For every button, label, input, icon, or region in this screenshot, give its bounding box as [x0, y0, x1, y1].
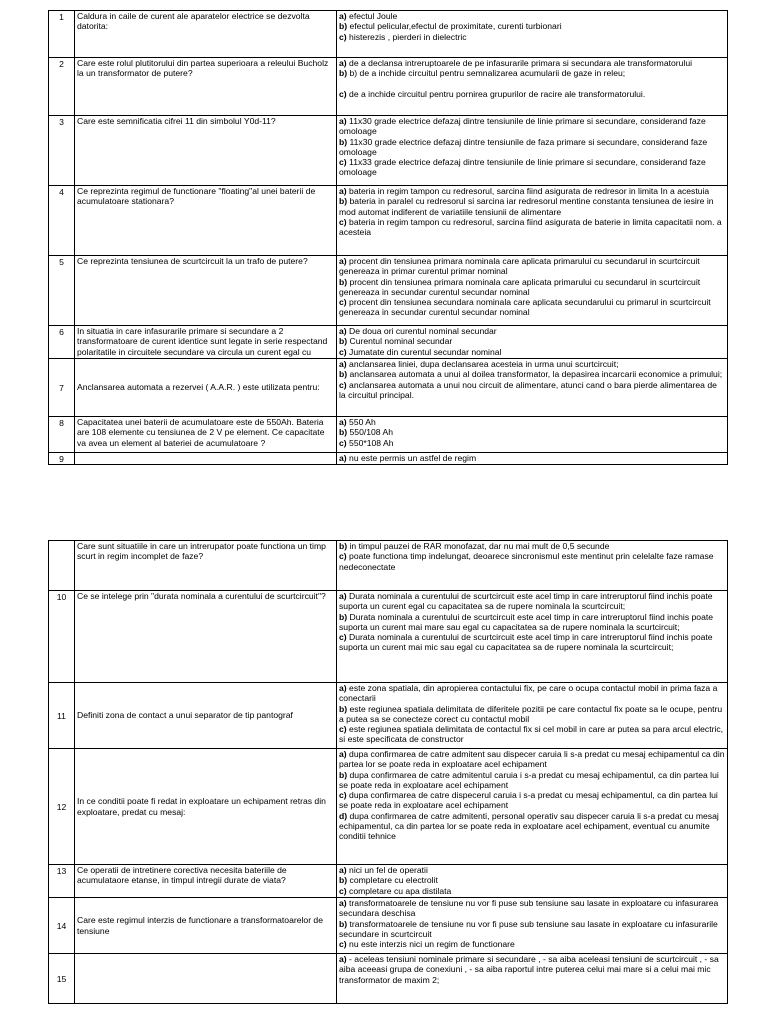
question-number: 13 — [49, 865, 75, 898]
answer-letter: b) — [339, 918, 348, 929]
answer-option — [339, 591, 725, 612]
answer-option — [339, 347, 725, 357]
question-number: 15 — [49, 954, 75, 1004]
answer-text: Durata nominala a curentului de scurtcircuit este acel timp in care intreruptorul fiind inchis poate suporta un curent mai mic sau egal cu capacitatea sa de rupere nominala la scurtcircuit; — [339, 632, 713, 653]
answer-option — [339, 770, 725, 791]
answer-option — [339, 865, 725, 875]
question-row — [49, 186, 728, 256]
answer-letter: c) — [339, 379, 347, 390]
answer-option — [339, 427, 725, 437]
question-number: 4 — [49, 186, 75, 256]
question-number: 9 — [49, 453, 75, 465]
question-number: 3 — [49, 116, 75, 186]
answer-text: de a declansa intreruptoarele de pe infasurarile primara si secundara ale transformatorului — [349, 58, 693, 68]
question-text: Ce reprezinta regimul de functionare "floating"al unei baterii de acumulatoare stationara? — [75, 186, 337, 256]
question-row — [49, 417, 728, 453]
question-number — [49, 541, 75, 591]
question-text: In situatia in care infasurarile primare si secundare a 2 transformatoare de curent identice sunt legate in serie respectand polaritatile in circuitele secundare va circula un curent egal cu — [75, 326, 337, 359]
answer-letter: b) — [339, 369, 348, 380]
answer-letter: a) — [339, 683, 347, 693]
answer-text: 550/108 Ah — [349, 427, 394, 438]
question-text — [75, 954, 337, 1004]
answer-option — [339, 551, 725, 572]
answer-letter: a) — [339, 453, 347, 463]
question-text: Ce reprezinta tensiunea de scurtcircuit la un trafo de putere? — [75, 256, 337, 326]
question-number: 1 — [49, 11, 75, 58]
answer-option — [339, 683, 725, 704]
answer-option — [339, 116, 725, 137]
question-text: Care este regimul interzis de functionare a transformatoarelor de tensiune — [75, 898, 337, 954]
answer-option — [339, 954, 725, 985]
answer-letter: c) — [339, 724, 347, 735]
answer-text: 11x30 grade electrice defazaj dintre tensiunile de linie primare si secundare, considerand faze omoloage — [339, 116, 706, 137]
answer-option — [339, 21, 725, 31]
answer-option — [339, 137, 725, 158]
question-row — [49, 591, 728, 683]
answer-option — [339, 886, 725, 896]
question-row — [49, 865, 728, 898]
answer-text: nu este permis un astfel de regim — [349, 453, 477, 463]
answer-text: dupa confirmarea de catre admitent sau dispecer caruia li s-a predat cu mesaj echipamentul ca din partea lor se poate reda in exploatare acel echipament — [339, 749, 725, 770]
question-row — [49, 116, 728, 186]
answer-text: transformatoarele de tensiune nu vor fi puse sub tensiune sau lasate in exploatare cu infasurarile secundare in scurtcircuit — [339, 918, 718, 939]
answer-letter: c) — [339, 297, 347, 308]
answer-option — [339, 11, 725, 21]
answer-option — [339, 453, 725, 463]
answer-text: dupa confirmarea de catre dispecerul caruia i s-a predat cu mesaj echipamentul, ca din partea lui se poate reda in exploatare acel echipament — [339, 790, 718, 811]
question-row — [49, 683, 728, 749]
answer-text: 11x33 grade electrice defazaj dintre tensiunile de linie primare si secundare, considerand faze omoloage — [339, 157, 706, 178]
answer-text: procent din tensiunea primara nominala care aplicata primarului cu secundarul in scurtcircuit genereaza in primar curentul primar nominal — [339, 256, 700, 277]
answer-text: 550 Ah — [349, 417, 376, 427]
answer-cell — [337, 417, 728, 453]
question-row — [49, 326, 728, 359]
answer-letter: a) — [339, 898, 347, 908]
answer-option — [339, 632, 725, 653]
answer-letter: b) — [339, 336, 348, 347]
question-row — [49, 256, 728, 326]
answer-cell — [337, 749, 728, 865]
answer-letter: c) — [339, 437, 347, 448]
answer-letter: c) — [339, 885, 347, 896]
answer-text: este regiunea spatiala delimitata de contactul fix si cel mobil in care ar putea sa para arcul electric, si este specificata de constructor — [339, 724, 724, 745]
answer-letter: a) — [339, 417, 347, 427]
answer-letter: b) — [339, 875, 348, 886]
answer-option — [339, 186, 725, 196]
answer-option — [339, 89, 725, 99]
question-row — [49, 11, 728, 58]
page-2-body — [49, 541, 728, 1004]
question-text: Capacitatea unei baterii de acumulatoare este de 550Ah. Bateria are 108 elemente cu tensiunea de 2 V pe element. Ce capacitate va avea un element al bateriei de acumulatoare ? — [75, 417, 337, 453]
answer-cell — [337, 11, 728, 58]
answer-option — [339, 875, 725, 885]
answer-letter: a) — [339, 591, 347, 601]
question-text — [75, 453, 337, 465]
answer-option — [339, 297, 725, 318]
question-number: 12 — [49, 749, 75, 865]
answer-text: anclansarea automata a unui al doilea transformator, la depasirea incarcarii economice a primului; — [349, 369, 723, 380]
answer-letter: a) — [339, 256, 347, 266]
answer-text: nu este interzis nici un regim de functionare — [349, 939, 515, 950]
answer-option — [339, 256, 725, 277]
answer-option — [339, 790, 725, 811]
answer-letter: b) — [339, 276, 348, 287]
answer-text: efectul pelicular,efectul de proximitate, curenti turbionari — [349, 21, 562, 32]
answer-letter: a) — [339, 326, 347, 336]
answer-cell — [337, 453, 728, 465]
answer-text: histerezis , pierderi in dielectric — [349, 31, 467, 42]
answer-letter: d) — [339, 810, 348, 821]
answer-option — [339, 68, 725, 78]
answer-text: anclansarea liniei, dupa declansarea acesteia in urma unui scurtcircuit; — [349, 359, 619, 369]
question-row — [49, 359, 728, 417]
answer-letter: c) — [339, 216, 347, 227]
question-number: 7 — [49, 359, 75, 417]
answer-option — [339, 939, 725, 949]
question-row — [49, 541, 728, 591]
answer-letter: a) — [339, 186, 347, 196]
answer-letter: a) — [339, 116, 347, 126]
answer-letter: c) — [339, 346, 347, 357]
answer-letter: a) — [339, 11, 347, 21]
answer-option — [339, 217, 725, 238]
answer-option — [339, 438, 725, 448]
answer-text: anclansarea automata a unui nou circuit de alimentare, atunci cand o bara pierde alimentarea de la circuitul principal. — [339, 379, 717, 400]
answer-cell — [337, 326, 728, 359]
answer-text: bateria in paralel cu redresorul si sarcina iar redresorul mentine constanta tensiunea de iesire in mod automat indiferent de variatiile tensiunii de alimentare — [339, 196, 714, 217]
answer-option — [339, 541, 725, 551]
answer-cell — [337, 954, 728, 1004]
answer-option — [339, 336, 725, 346]
answer-option — [339, 196, 725, 217]
answer-text: Curentul nominal secundar — [349, 336, 453, 347]
answer-option — [339, 277, 725, 298]
question-table-page-2 — [48, 540, 728, 1004]
answer-letter: b) — [339, 611, 348, 622]
answer-letter: a) — [339, 58, 347, 68]
answer-letter: a) — [339, 865, 347, 875]
answer-letter: c) — [339, 551, 347, 562]
answer-letter: c) — [339, 88, 347, 99]
answer-option — [339, 612, 725, 633]
answer-option — [339, 749, 725, 770]
answer-option — [339, 704, 725, 725]
answer-option — [339, 326, 725, 336]
answer-option — [339, 724, 725, 745]
answer-letter: b) — [339, 427, 348, 438]
answer-text: 11x30 grade electrice defazaj dintre tensiunile de faza primare si secundare, considerand faze omoloage — [339, 136, 708, 157]
answer-text: Durata nominala a curentului de scurtcircuit este acel timp in care intreruptorul fiind inchis poate suporta un curent egal cu capacitatea sa de rupere nominala la scurtcircuit; — [339, 591, 713, 612]
answer-cell — [337, 865, 728, 898]
question-row — [49, 749, 728, 865]
answer-option — [339, 359, 725, 369]
answer-text: completare cu electrolit — [349, 875, 438, 886]
question-number: 6 — [49, 326, 75, 359]
answer-text: este regiunea spatiala delimitata de diferitele pozitii pe care contactul fix poate sa le ocupe, pentru a putea sa se conecteze corect cu contactul mobil — [339, 703, 723, 724]
answer-text: De doua ori curentul nominal secundar — [349, 326, 497, 336]
answer-cell — [337, 58, 728, 116]
answer-option — [339, 898, 725, 919]
question-text: Definiti zona de contact a unui separator de tip pantograf — [75, 683, 337, 749]
answer-letter: c) — [339, 632, 347, 643]
answer-text: bateria in regim tampon cu redresorul, sarcina fiind asigurata de baterie in limita capacitatii nom. a acesteia — [339, 216, 722, 238]
question-number: 5 — [49, 256, 75, 326]
question-number: 10 — [49, 591, 75, 683]
answer-text: Jumatate din curentul secundar nominal — [349, 346, 502, 357]
answer-option — [339, 919, 725, 940]
answer-text: procent din tensiunea secundara nominala care aplicata secundarului cu primarul in scurtcircuit genereaza in secundar curentul secundar nominal — [339, 297, 711, 318]
answer-letter: c) — [339, 939, 347, 950]
answer-letter: c) — [339, 157, 347, 168]
answer-option — [339, 157, 725, 178]
question-text: Anclansarea automata a rezervei ( A.A.R. ) este utilizata pentru: — [75, 359, 337, 417]
answer-text: 550*108 Ah — [349, 437, 394, 448]
answer-letter: a) — [339, 954, 347, 964]
question-number: 8 — [49, 417, 75, 453]
question-text: In ce conditii poate fi redat in exploatare un echipament retras din exploatare, predat cu mesaj: — [75, 749, 337, 865]
answer-option — [339, 369, 725, 379]
question-text: Ce se intelege prin "durata nominala a curentului de scurtcircuit"? — [75, 591, 337, 683]
answer-cell — [337, 683, 728, 749]
answer-text: dupa confirmarea de catre admitenti, personal operativ sau dispecer caruia li s-a predat cu mesaj echipamentul, ca din partea lor se poate reda in exploatare acel echipament, eventual cu anumite conditii tehnice — [339, 810, 719, 842]
question-text: Caldura in caile de curent ale aparatelor electrice se dezvolta datorita: — [75, 11, 337, 58]
answer-text: nici un fel de operatii — [349, 865, 428, 875]
question-text: Care sunt situatiile in care un intrerupator poate functiona un timp scurt in regim incomplet de faze? — [75, 541, 337, 591]
question-row — [49, 954, 728, 1004]
answer-text: poate functiona timp indelungat, deoarece sincronismul este mentinut prin celelalte faze ramase nedeconectate — [339, 551, 714, 572]
answer-letter: b) — [339, 769, 348, 780]
answer-option — [339, 811, 725, 842]
answer-letter: b) — [339, 68, 348, 79]
question-text: Care este semnificatia cifrei 11 din simbolul Y0d-11? — [75, 116, 337, 186]
answer-letter: b) — [339, 136, 348, 147]
answer-text: in timpul pauzei de RAR monofazat, dar nu mai mult de 0,5 secunde — [349, 541, 610, 551]
answer-option — [339, 32, 725, 42]
answer-letter: b) — [339, 21, 348, 32]
answer-letter: a) — [339, 359, 347, 369]
answer-cell — [337, 186, 728, 256]
question-row — [49, 58, 728, 116]
answer-text: bateria in regim tampon cu redresorul, sarcina fiind asigurata de redresor in limita In a acestuia — [349, 186, 710, 196]
answer-cell — [337, 898, 728, 954]
answer-option — [339, 58, 725, 68]
question-row — [49, 453, 728, 465]
answer-text: completare cu apa distilata — [349, 885, 452, 896]
answer-letter: b) — [339, 196, 348, 207]
answer-cell — [337, 359, 728, 417]
answer-cell — [337, 541, 728, 591]
answer-letter: c) — [339, 790, 347, 801]
answer-text: b) de a inchide circuitul pentru semnalizarea acumularii de gaze in releu; — [349, 68, 626, 79]
question-number: 11 — [49, 683, 75, 749]
answer-text: de a inchide circuitul pentru pornirea grupurilor de racire ale transformatorului. — [349, 88, 646, 99]
answer-cell — [337, 256, 728, 326]
answer-option — [339, 380, 725, 401]
question-row — [49, 898, 728, 954]
answer-letter: b) — [339, 541, 348, 551]
question-table-page-1 — [48, 10, 728, 465]
answer-option — [339, 417, 725, 427]
answer-text: dupa confirmarea de catre admitentul caruia i s-a predat cu mesaj echipamentul, ca din partea lui se poate reda in exploatare acel echipament — [339, 769, 719, 790]
question-number: 2 — [49, 58, 75, 116]
page-1-body — [49, 11, 728, 465]
question-number: 14 — [49, 898, 75, 954]
answer-cell — [337, 116, 728, 186]
answer-text: procent din tensiunea primara nominala care aplicata primarului cu secundarul in scurtcircuit genereaza in secundar curentul secundar nominal — [339, 276, 701, 297]
answer-letter: c) — [339, 31, 347, 42]
answer-text: Durata nominala a curentului de scurtcircuit este acel timp in care intreruptorul fiind inchis poate suporta un curent mai mare sau egal cu capacitatea sa de rupere nominala la scurtcircuit; — [339, 611, 714, 632]
answer-text: efectul Joule — [349, 11, 398, 21]
answer-text: este zona spatiala, din apropierea contactului fix, pe care o ocupa contactul mobil in prima faza a conectarii — [339, 683, 718, 704]
answer-cell — [337, 591, 728, 683]
answer-text: transformatoarele de tensiune nu vor fi puse sub tensiune sau lasate in exploatare cu infasurarea secundara deschisa — [339, 898, 719, 919]
answer-text: - aceleas tensiuni nominale primare si secundare , - sa aiba aceleasi tensiuni de scurtcircuit , - sa aiba aceeasi grupa de conexiuni , - sa aiba raportul intre puterea celui mai mare si a celui mai mic transformator de maxim 2; — [339, 954, 719, 985]
question-text: Care este rolul plutitorului din partea superioara a releului Bucholz la un transformator de putere? — [75, 58, 337, 116]
answer-letter: a) — [339, 749, 347, 759]
answer-letter: b) — [339, 703, 348, 714]
question-text: Ce operatii de intretinere corectiva necesita bateriile de acumulataore etanse, in timpul intregii durate de viata? — [75, 865, 337, 898]
